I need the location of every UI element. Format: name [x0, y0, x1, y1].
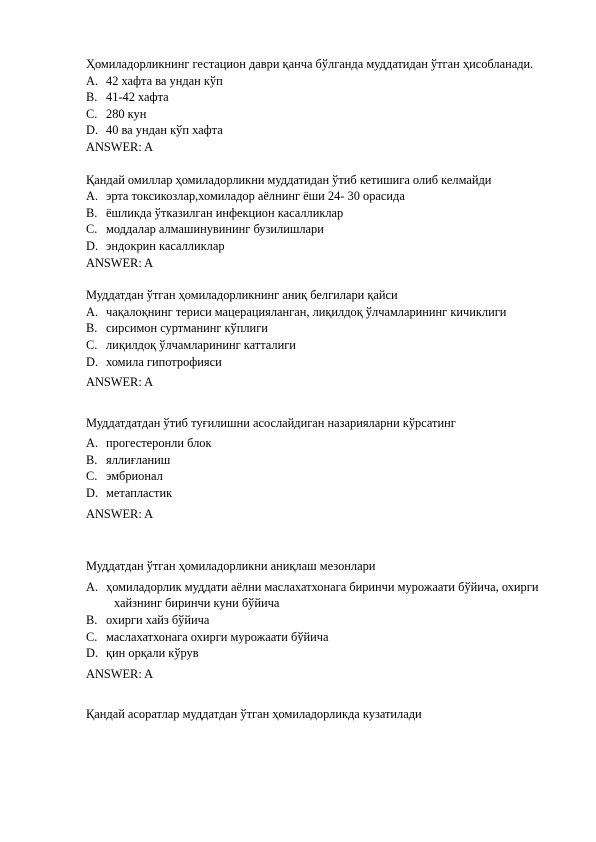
option-d	[86, 238, 556, 255]
option-text: эндокрин касалликлар	[106, 238, 225, 253]
option-c	[86, 629, 556, 646]
option-text: 280 кун	[106, 106, 147, 121]
option-letter: D.	[86, 123, 99, 138]
option-d	[86, 485, 556, 502]
answer-options	[86, 304, 556, 370]
spacer	[86, 391, 556, 415]
option-letter: B.	[86, 205, 98, 220]
option-c	[86, 337, 556, 354]
question-block-1	[86, 56, 556, 156]
option-letter: B.	[86, 452, 98, 467]
option-text: метапластик	[106, 486, 173, 501]
option-d	[86, 122, 556, 139]
option-text: 42 хафта ва ундан кўп	[106, 73, 223, 88]
option-letter: B.	[86, 613, 98, 628]
option-text: чақалоқнинг териси мацерацияланган, лиқилдоқ ўлчамларининг кичиклиги	[106, 304, 507, 319]
answer-options	[86, 435, 556, 501]
option-letter: D.	[86, 354, 99, 369]
option-letter: C.	[86, 106, 98, 121]
option-b	[86, 205, 556, 222]
question-text: Муддатдатдан ўтиб туғилишни асослайдиган назарияларни кўрсатинг	[86, 415, 456, 430]
option-text: прогестеронли блок	[106, 436, 212, 451]
option-c	[86, 221, 556, 238]
option-text: ҳомиладорлик муддати аёлни маслахатхонага биринчи мурожаати бўйича, охирги хайзнинг биринчи куни бўйича	[106, 579, 539, 611]
option-a	[86, 435, 556, 452]
question-text: Ҳомиладорликнинг гестацион даври қанча бўлганда муддатидан ўтган ҳисобланади.	[86, 57, 534, 71]
answer-key: ANSWER: A	[86, 255, 154, 270]
option-letter: D.	[86, 646, 99, 661]
option-letter: D.	[86, 486, 99, 501]
option-text: эмбрионал	[106, 469, 163, 484]
question-text: Муддатдан ўтган ҳомиладорликнинг аниқ белгилари қайси	[86, 288, 398, 303]
answer-key: ANSWER: A	[86, 139, 154, 154]
option-letter: D.	[86, 238, 99, 253]
option-text: қин орқали кўрув	[106, 646, 199, 661]
option-text: хомила гипотрофияси	[106, 354, 222, 369]
option-b	[86, 612, 556, 629]
option-text: маслахатхонага охирги мурожаати бўйича	[106, 629, 329, 644]
option-a	[86, 304, 556, 321]
option-a	[86, 579, 556, 612]
option-text: ёшликда ўтказилган инфекцион касалликлар	[106, 205, 344, 220]
option-letter: A.	[86, 189, 99, 204]
option-text: сирсимон суртманинг кўплиги	[106, 321, 268, 336]
question-text: Қандай омиллар ҳомиладорликни муддатидан ўтиб кетишига олиб келмайди	[86, 172, 492, 187]
spacer	[86, 522, 556, 558]
option-letter: A.	[86, 73, 99, 88]
question-text: Муддатдан ўтган ҳомиладорликни аниқлаш мезонлари	[86, 559, 376, 574]
option-letter: B.	[86, 90, 98, 105]
option-letter: A.	[86, 304, 99, 319]
spacer	[86, 682, 556, 706]
option-letter: A.	[86, 436, 99, 451]
option-text: 40 ва ундан кўп хафта	[106, 123, 223, 138]
question-text: Қандай асоратлар муддатдан ўтган ҳомиладорликда кузатилади	[86, 707, 422, 722]
option-d	[86, 645, 556, 662]
option-letter: C.	[86, 629, 98, 644]
answer-key: ANSWER: A	[86, 666, 154, 681]
spacer	[86, 156, 556, 172]
answer-key: ANSWER: A	[86, 375, 154, 390]
document-page	[86, 56, 556, 723]
option-text: яллиғланиш	[106, 452, 171, 467]
question-block-5	[86, 558, 556, 682]
option-c	[86, 468, 556, 485]
question-block-2	[86, 172, 556, 272]
option-b	[86, 89, 556, 106]
option-letter: A.	[86, 579, 99, 594]
option-text: моддалар алмашинувининг бузилишлари	[106, 222, 324, 237]
question-block-3	[86, 287, 556, 391]
option-b	[86, 452, 556, 469]
option-a	[86, 73, 556, 90]
option-letter: C.	[86, 337, 98, 352]
option-d	[86, 354, 556, 371]
option-text: лиқилдоқ ўлчамларининг катталиги	[106, 337, 296, 352]
option-b	[86, 320, 556, 337]
option-c	[86, 106, 556, 123]
option-a	[86, 188, 556, 205]
answer-options	[86, 579, 556, 662]
option-letter: C.	[86, 469, 98, 484]
spacer	[86, 271, 556, 287]
option-text: охирги хайз бўйича	[106, 613, 210, 628]
option-letter: B.	[86, 321, 98, 336]
question-block-6	[86, 706, 556, 723]
question-block-4	[86, 415, 556, 523]
option-text: 41-42 хафта	[106, 90, 169, 105]
option-letter: C.	[86, 222, 98, 237]
answer-options	[86, 188, 556, 254]
answer-key: ANSWER: A	[86, 506, 154, 521]
option-text: эрта токсикозлар,хомиладор аёлнинг ёши 24- 30 орасида	[106, 189, 405, 204]
answer-options	[86, 73, 556, 139]
